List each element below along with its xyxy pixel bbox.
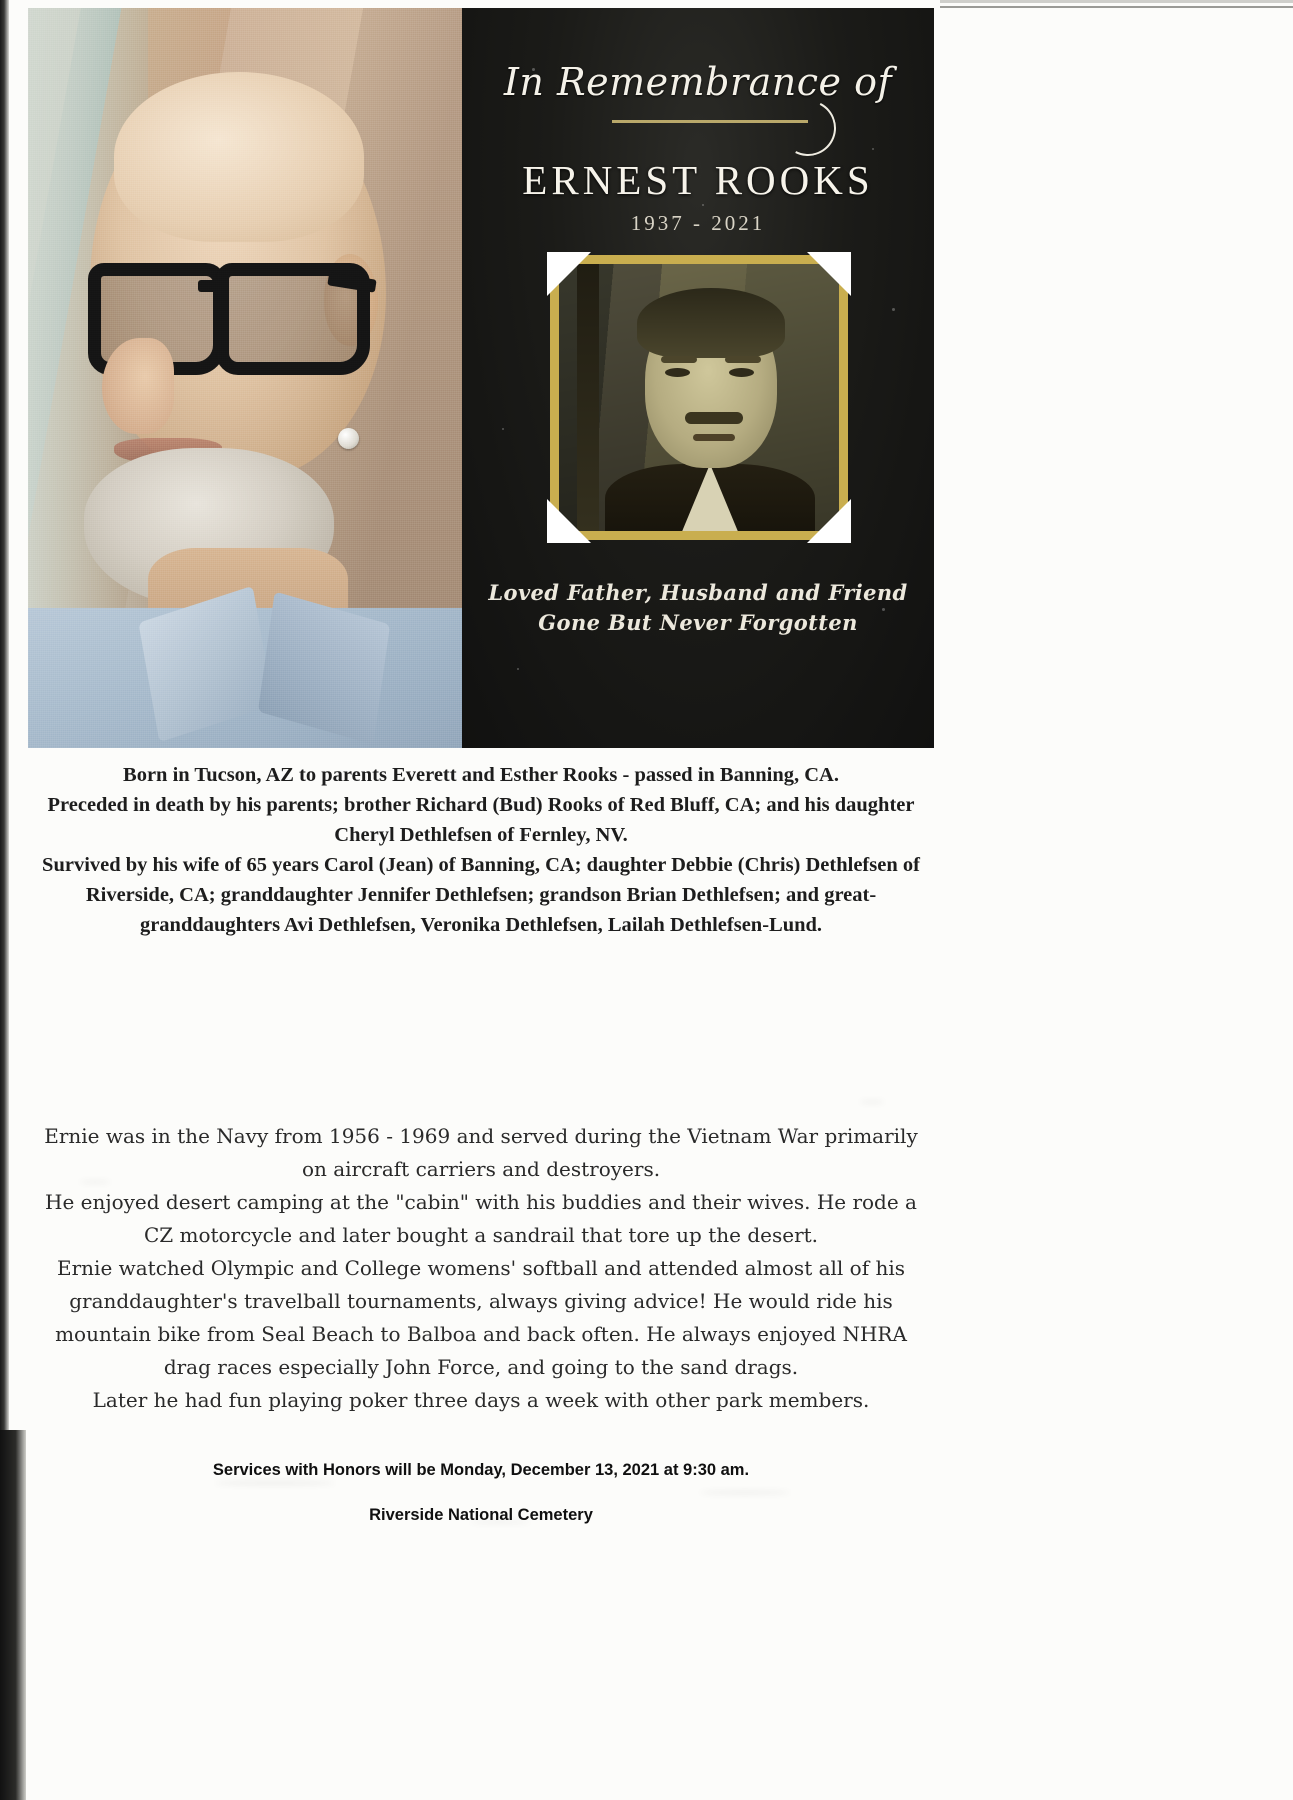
family-line-survived: Survived by his wife of 65 years Carol (Jean) of Banning, CA; daughter Debbie (Chris) Dethlefsen of Riverside, CA; granddaughter Jennifer Dethlefsen; grandson Brian Dethlefsen; and great-granddaughters Avi Dethlefsen, Veronika Dethlefsen, Lailah Dethlefsen-Lund. (42, 854, 920, 936)
panel-speck (517, 668, 519, 670)
memorial-panel (462, 8, 934, 748)
family-line-birth: Born in Tucson, AZ to parents Everett and Esther Rooks - passed in Banning, CA. (123, 764, 839, 786)
life-story-block (28, 1120, 934, 1417)
scan-smudge (80, 1180, 110, 1184)
panel-speck (872, 148, 874, 150)
deceased-dates: 1937 - 2021 (630, 211, 766, 235)
inset-brow-right (725, 356, 761, 363)
inset-hair (637, 288, 785, 358)
panel-speck (502, 428, 504, 430)
family-information-block (28, 760, 934, 940)
life-paragraph-sports: Ernie watched Olympic and College womens' softball and attended almost all of his granddaughter's travelball tournaments, always giving advice! He would ride his mountain bike from Seal Beach to Balboa and back often. He always enjoyed NHRA drag races especially John Force, and going to the sand drags. (55, 1256, 907, 1379)
panel-divider-rule (612, 120, 808, 123)
scan-smudge (700, 1490, 790, 1495)
panel-script-heading: In Remembrance of (503, 60, 893, 104)
scan-smudge (215, 1480, 335, 1486)
inset-eye-right (729, 368, 754, 377)
panel-speck (702, 204, 704, 206)
inset-eye-left (665, 368, 690, 377)
inset-portrait-photo (559, 264, 839, 531)
tagline-line-1: Loved Father, Husband and Friend (488, 580, 908, 605)
inset-mouth (693, 434, 735, 441)
deceased-name: ERNEST ROOKS (522, 157, 874, 203)
scan-edge-left-lower (0, 1430, 26, 1800)
panel-speck (892, 308, 895, 311)
scan-smudge (860, 1100, 884, 1104)
main-portrait-photo (28, 8, 462, 748)
inset-background-doorframe (577, 264, 599, 540)
service-location: Riverside National Cemetery (369, 1506, 593, 1524)
inset-mustache (685, 412, 743, 424)
obituary-body (28, 760, 934, 1525)
inset-portrait-frame (550, 255, 848, 540)
service-datetime: Services with Honors will be Monday, December 13, 2021 at 9:30 am. (212, 1461, 750, 1479)
life-paragraph-navy: Ernie was in the Navy from 1956 - 1969 and served during the Vietnam War primarily on aircraft carriers and destroyers. (44, 1124, 918, 1181)
memorial-tagline (462, 578, 934, 638)
scan-smudge (470, 1520, 530, 1524)
scan-artifact-top-line (940, 6, 1293, 8)
family-line-preceded: Preceded in death by his parents; brother Richard (Bud) Rooks of Red Bluff, CA; and his daughter Cheryl Dethlefsen of Fernley, NV. (47, 794, 915, 846)
tagline-line-2: Gone But Never Forgotten (538, 610, 858, 635)
memorial-collage (28, 8, 934, 748)
life-paragraph-camping: He enjoyed desert camping at the "cabin" with his buddies and their wives. He rode a CZ motorcycle and later bought a sandrail that tore up the desert. (45, 1190, 917, 1247)
inset-portrait-container (550, 255, 848, 540)
scan-grain-overlay (28, 8, 462, 748)
service-details-block (28, 1461, 934, 1525)
inset-brow-left (661, 356, 697, 363)
life-paragraph-poker: Later he had fun playing poker three days a week with other park members. (92, 1388, 870, 1412)
scan-artifact-top-highlight (940, 0, 1293, 3)
